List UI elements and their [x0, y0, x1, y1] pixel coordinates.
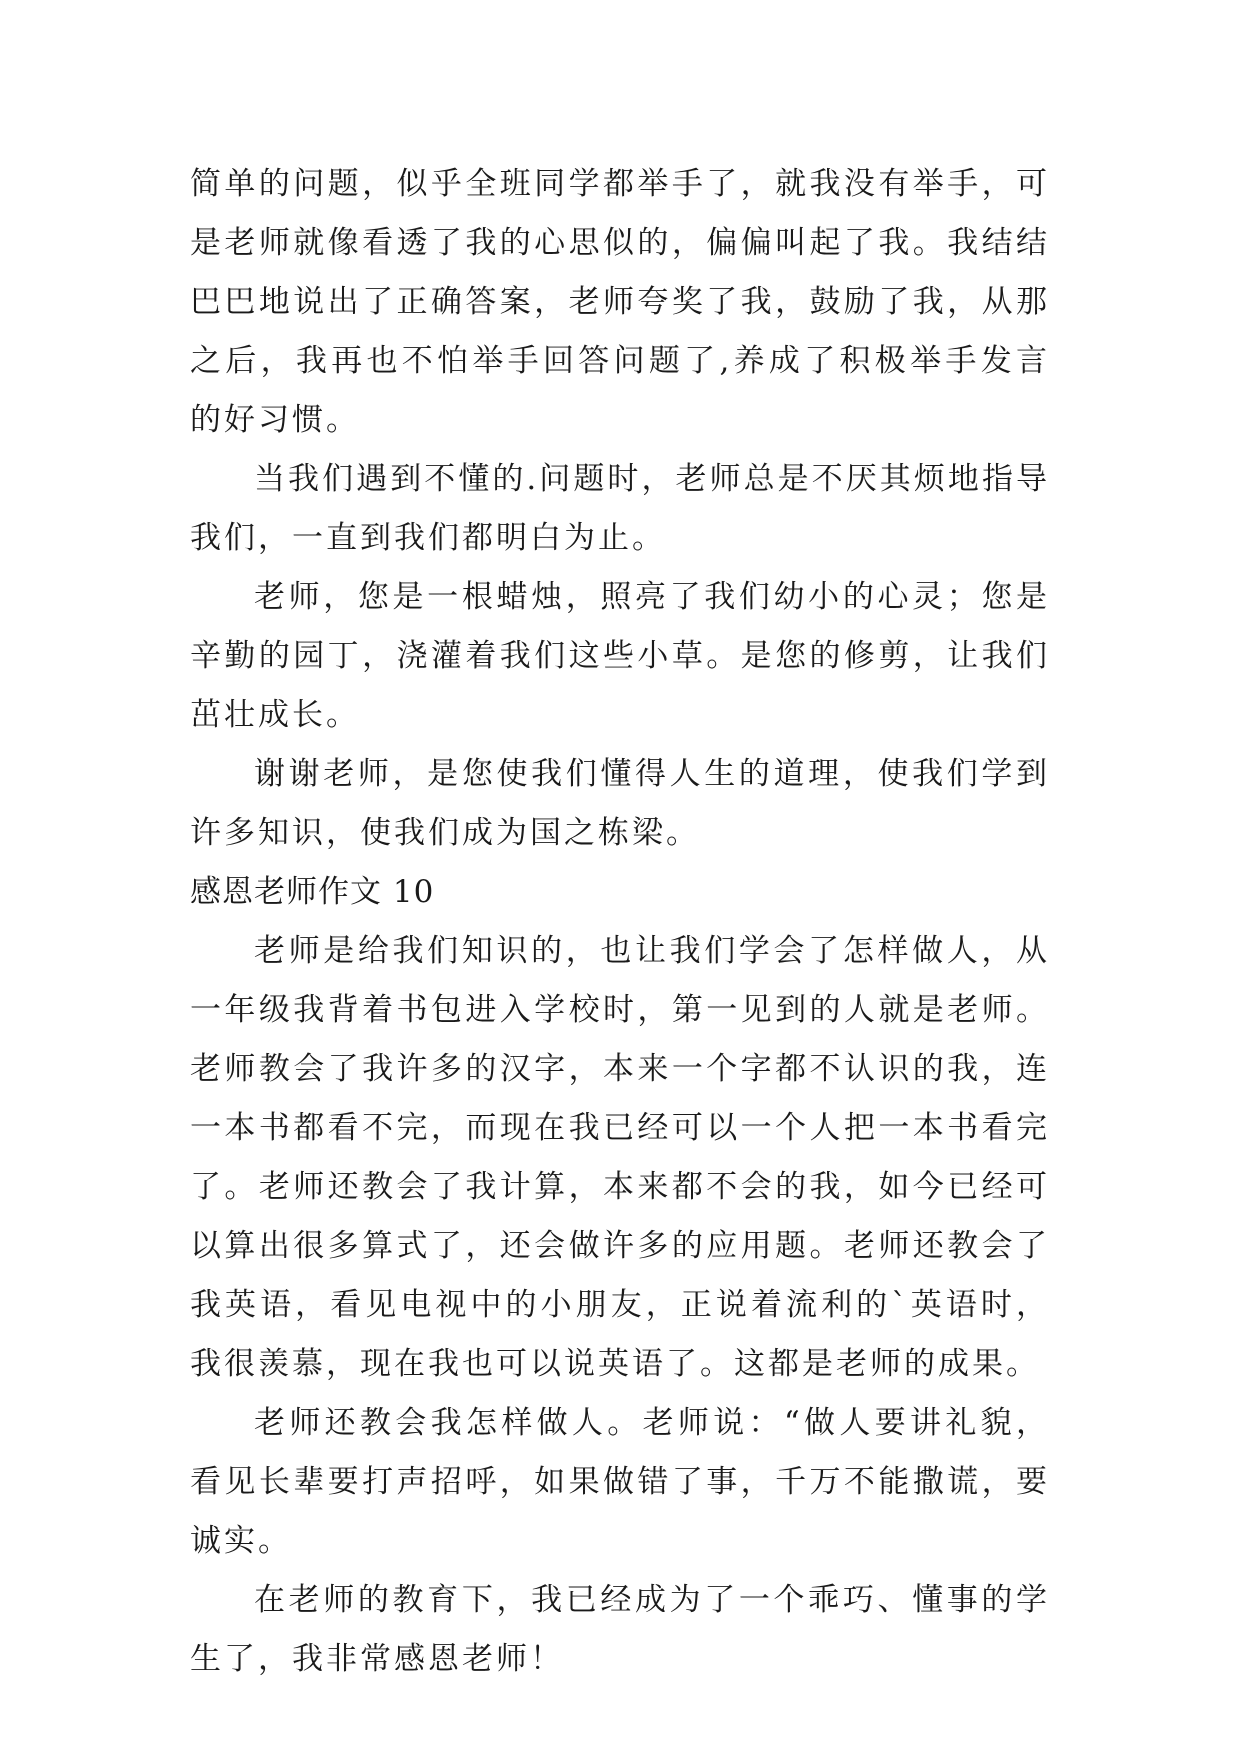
paragraph-6: 老师还教会我怎样做人。老师说：“做人要讲礼貌，看见长辈要打声招呼，如果做错了事，千万不能撒谎，要诚实。 [190, 1405, 1050, 1559]
paragraph-4: 谢谢老师，是您使我们懂得人生的道理，使我们学到许多知识，使我们成为国之栋梁。 [190, 756, 1050, 851]
section-heading: 感恩老师作文 10 [190, 874, 435, 910]
paragraph-7: 在老师的教育下，我已经成为了一个乖巧、懂事的学生了，我非常感恩老师！ [190, 1582, 1050, 1677]
paragraph-3: 老师，您是一根蜡烛，照亮了我们幼小的心灵；您是辛勤的园丁，浇灌着我们这些小草。是您的修剪，让我们茁壮成长。 [190, 579, 1050, 733]
paragraph-5: 老师是给我们知识的，也让我们学会了怎样做人，从一年级我背着书包进入学校时，第一见到的人就是老师。老师教会了我许多的汉字，本来一个字都不认识的我，连一本书都看不完，而现在我已经可以一个人把一本书看完了。老师还教会了我计算，本来都不会的我，如今已经可以算出很多算式了，还会做许多的应用题。老师还教会了我英语，看见电视中的小朋友，正说着流利的`英语时，我很羡慕，现在我也可以说英语了。这都是老师的成果。 [190, 933, 1050, 1382]
document-body [190, 155, 1050, 1689]
paragraph-1: 简单的问题，似乎全班同学都举手了，就我没有举手，可是老师就像看透了我的心思似的，偏偏叫起了我。我结结巴巴地说出了正确答案，老师夸奖了我，鼓励了我，从那之后，我再也不怕举手回答问题了,养成了积极举手发言的好习惯。 [190, 166, 1050, 438]
paragraph-2: 当我们遇到不懂的.问题时，老师总是不厌其烦地指导我们，一直到我们都明白为止。 [190, 461, 1050, 556]
